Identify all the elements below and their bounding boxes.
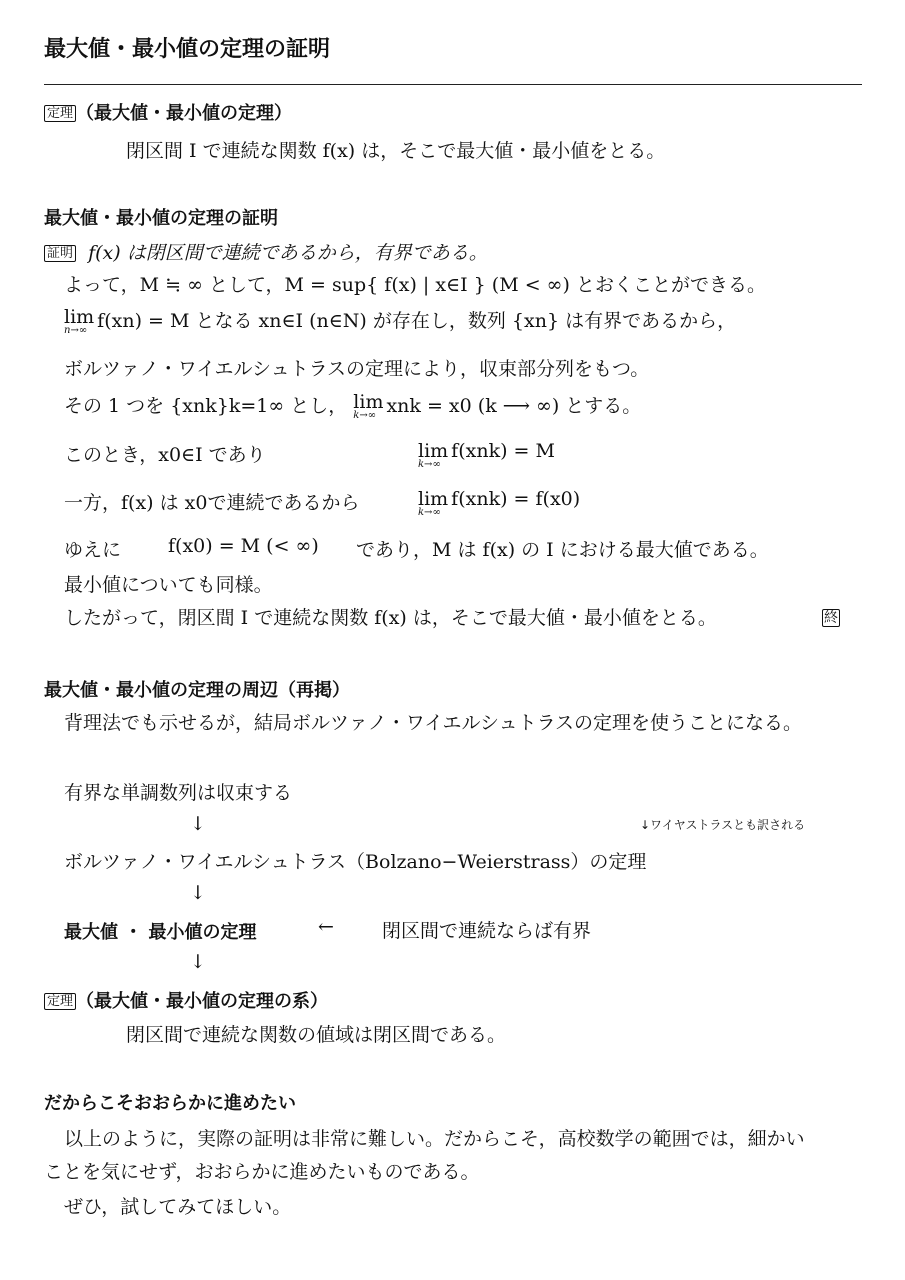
flow-note: ↓ワイヤストラスとも訳される <box>640 818 806 832</box>
page-title: 最大値・最小値の定理の証明 <box>44 37 331 62</box>
proof-line-8b: f(x0) = M (< ∞) <box>168 535 319 557</box>
proof-line-10: したがって，閉区間 I で連続な関数 f(x) は，そこで最大値・最小値をとる。 <box>64 607 717 629</box>
around-text: 背理法でも示せるが，結局ボルツァノ・ワイエルシュトラスの定理を使うことになる。 <box>64 712 803 734</box>
end-mark: 終 <box>824 610 838 626</box>
proof-line-7a: 一方，f(x) は x0で連続であるから <box>64 492 360 514</box>
corollary-title: （最大値・最小値の定理の系） <box>76 991 329 1012</box>
closing-line-2: ことを気にせず，おおらかに進めたいものである。 <box>44 1161 480 1183</box>
down-arrow-icon: ↓ <box>190 951 206 973</box>
left-arrow-icon: ← <box>318 916 334 938</box>
corollary-text: 閉区間で連続な関数の値域は閉区間である。 <box>126 1024 507 1046</box>
theorem-title: （最大値・最小値の定理） <box>76 103 293 124</box>
theorem-text: 閉区間 I で連続な関数 f(x) は，そこで最大値・最小値をとる。 <box>126 140 666 162</box>
proof-line-8a: ゆえに <box>64 539 122 561</box>
flow-step-3-side: 閉区間で連続ならば有界 <box>382 920 592 942</box>
closing-line-1: 以上のように，実際の証明は非常に難しい。だからこそ，高校数学の範囲では，細かい <box>64 1128 805 1150</box>
proof-line-7b: lim k→∞ f(xnk) = f(x0) <box>418 488 581 518</box>
proof-line-1: 証明 f(x) は閉区間で連続であるから，有界である。 <box>44 238 488 265</box>
proof-line-9: 最小値についても同様。 <box>64 574 273 596</box>
title-divider <box>44 84 862 85</box>
proof-line-4: ボルツァノ・ワイエルシュトラスの定理により，収束部分列をもつ。 <box>64 358 650 380</box>
proof-line-3: lim n→∞ f(xn) = M となる xn∈I (n∈N) が存在し，数列 {xn} は有界であるから， <box>64 306 737 336</box>
proof-line-6b: lim k→∞ f(xnk) = M <box>418 440 555 470</box>
proof-line-2: よって，M ≒ ∞ として，M = sup{ f(x) | x∈I } (M < ∞) とおくことができる。 <box>64 274 766 296</box>
flow-step-3: 最大値 ・ 最小値の定理 <box>64 922 257 943</box>
corollary-tag: 定理 <box>44 993 76 1010</box>
proof-line-5: その 1 つを {xnk}k=1∞ とし， lim k→∞ xnk = x0 (k ⟶ ∞) とする。 <box>64 391 642 421</box>
theorem-tag: 定理 <box>44 105 76 122</box>
proof-line-8c: であり，M は f(x) の I における最大値である。 <box>356 539 769 561</box>
flow-step-2: ボルツァノ・ワイエルシュトラス（Bolzano−Weierstrass）の定理 <box>64 851 647 873</box>
down-arrow-icon: ↓ <box>190 813 206 835</box>
proof-heading: 最大値・最小値の定理の証明 <box>44 208 278 229</box>
closing-heading: だからこそおおらかに進めたい <box>44 1093 296 1114</box>
closing-line-3: ぜひ，試してみてほしい。 <box>64 1196 292 1218</box>
proof-line-6a: このとき，x0∈I であり <box>64 444 266 466</box>
down-arrow-icon: ↓ <box>190 882 206 904</box>
around-heading: 最大値・最小値の定理の周辺（再掲） <box>44 680 350 701</box>
flow-step-1: 有界な単調数列は収束する <box>64 782 293 804</box>
corollary-heading <box>44 987 328 1013</box>
proof-tag: 証明 <box>44 245 76 262</box>
theorem-heading <box>44 99 292 125</box>
